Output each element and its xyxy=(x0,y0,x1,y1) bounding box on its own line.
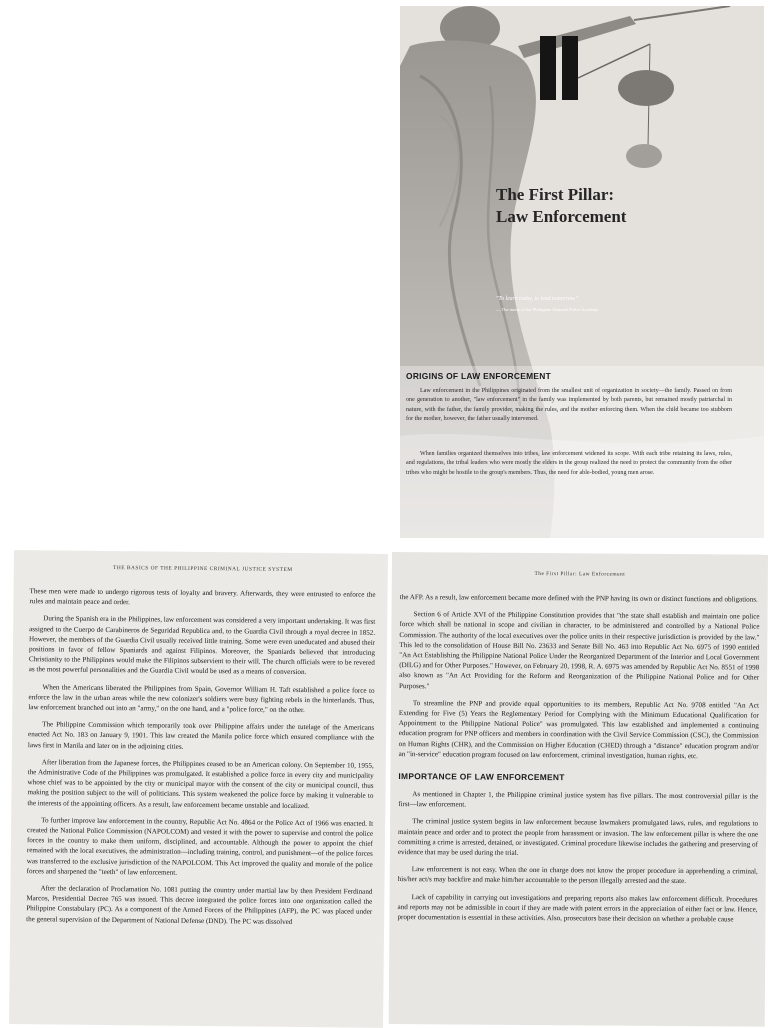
chapter-title xyxy=(496,184,626,228)
page-right-paragraph-1: the AFP. As a result, law enforcement became more defined with the PNP having its own or distinct functions and obligations. xyxy=(399,593,758,604)
epigraph-source: — The motto of the Philippine National Police Academy xyxy=(496,307,599,312)
page-right-column xyxy=(397,570,759,932)
epigraph: "To learn today, to lead tomorrow." xyxy=(496,296,579,302)
book-page-left xyxy=(9,550,388,1028)
page-right-paragraph-5: The criminal justice system begins in law enforcement because lawmakers promulgated laws, rules, and regulations to maintain peace and order and to protect the people from harassment or invasion. The law enforcement pillar is where the one committing a crime is arrested, detained, or investigated. Criminal procedure likewise includes the gathering and preserving of evidence that may be used during the trial. xyxy=(397,817,759,857)
page-left-paragraph-7: After the declaration of Proclamation No. 1081 putting the country under martial law by then President Ferdinand Marcos, Presidential Decree 765 was issued. This decree integrated the police forces into one organization called the Philippine Constabulary (PC). As a component of the Armed Forces of the Philippines (AFP), the PC was placed under the general supervision of the Department of National Defense (DND). The PC was dissolved xyxy=(26,884,373,926)
page-right-paragraph-7: Lack of capability in carrying out investigations and preparing reports also makes law enforcement difficult. Procedures and reports may not be admissible in court if they are made with patent errors in the appreciation of either fact or law. Hence, proper documentation is essential in these activities. Also, prosecutors base their decision on whether a probable cause xyxy=(397,892,758,924)
page-right-paragraph-6: Law enforcement is not easy. When the one in charge does not know the proper procedure in apprehending a criminal, his/her act/s may backfire and make him/her accountable to the person illegally arrested and the state. xyxy=(397,865,758,886)
page-left-paragraph-3: When the Americans liberated the Philippines from Spain, Governor William H. Taft established a police force to enforce the law in the urban areas while the new colonizer's soldiers were busy fighting rebels in the hinterlands. Thus, law enforcement branched out into an "army," on the one hand, and a "police force," on the other. xyxy=(28,682,375,715)
page-right-paragraph-4: As mentioned in Chapter 1, the Philippine criminal justice system has five pillars. The most controversial pillar is the first—law enforcement. xyxy=(398,790,759,809)
page-left-column xyxy=(26,564,376,934)
section-heading-importance: IMPORTANCE OF LAW ENFORCEMENT xyxy=(398,771,565,783)
page-left-paragraph-1: These men were made to undergo rigorous tests of loyalty and bravery. Afterwards, they were entrusted to enforce the rules and maintain peace and order. xyxy=(29,587,376,607)
chapter-opener-page xyxy=(400,6,764,538)
page-left-paragraph-6: To further improve law enforcement in the country, Republic Act No. 4864 or the Police Act of 1966 was enacted. It created the National Police Commission (NAPOLCOM) and vested it with the power to supervise and control the police forces in the country to make them uniform, disciplined, and accountable. Although the power to appoint the chief remained with the local executives, the administration—including training, control, and punishment—of the police forces was transferred to the exclusive jurisdiction of the NAPOLCOM. This Act improved the quality and morale of the police forces and sharpened the "teeth" of law enforcement. xyxy=(26,816,374,877)
running-head-right: The First Pillar: Law Enforcement xyxy=(534,570,626,578)
book-page-right xyxy=(389,552,768,1027)
running-head-left: THE BASICS OF THE PHILIPPINE CRIMINAL JUSTICE SYSTEM xyxy=(113,565,293,573)
chapter-title-line2: Law Enforcement xyxy=(496,207,627,226)
section-heading-origins: ORIGINS OF LAW ENFORCEMENT xyxy=(406,371,552,381)
chapter-number-glyph xyxy=(534,36,580,100)
origins-paragraph-2: When families organized themselves into tribes, law enforcement widened its scope. With each tribe retaining its laws, rules, and regulations, the tribal leaders who were mostly the elders in the group realized the need to protect the community from the other tribes who might be hostile to the group's members. Thus, the need for able-bodied, young men arose. xyxy=(406,451,732,476)
page-right-paragraph-3: To streamline the PNP and provide equal opportunities to its members, Republic Act No. 9708 entitled "An Act Extending for Five (5) Years the Reglementary Period for Complying with the Minimum Educational Qualification for Appointment to the Philippine National Police" was promulgated. This law established and implemented a continuing education program for PNP officers and members in coordination with the Civil Service Commission (CSC), the Commission on Human Rights (CHR), and the Commission on Higher Education (CHED) through a "distance" education program and/or an "in-service" education program focused on law enforcement, criminal investigation, human rights, etc. xyxy=(398,698,759,760)
page-left-paragraph-5: After liberation from the Japanese forces, the Philippines ceased to be an American colony. On September 10, 1955, the Administrative Code of the Philippines was promulgated. It established a police force in every city and municipality whose chief was to be appointed by the city or municipal mayor with the consent of the city or municipal council, thus making the position subject to the will of politicians. This system weakened the police force by making it vulnerable to the interests of the appointing officers. As a result, law enforcement became unstable and localized. xyxy=(27,758,374,810)
origins-paragraph-1: Law enforcement in the Philippines originated from the smallest unit of organization in society—the family. Passed on from one generation to another, "law enforcement" in the family was implemented by both parents, but remained mostly patriarchal in nature, with the father, the family provider, making the rules, and the mother enforcing them. When the child became too stubborn for the mother, however, the father usually intervened. xyxy=(406,388,732,423)
page-right-paragraph-2: Section 6 of Article XVI of the Philippine Constitution provides that "the state shall establish and maintain one police force which shall be national in scope and civilian in character, to be administered and controlled by a National Police Commission. The authority of the local executives over the police units in their respective jurisdiction is provided by the law." This led to the consolidation of House Bill No. 23633 and Senate Bill No. 463 into Republic Act No. 6975 of 1990 entitled "An Act Establishing the Philippine National Police Under the Reorganized Department of the Interior and Local Government (DILG) and for Other Purposes." However, on February 20, 1998, R. A. 6975 was amended by Republic Act No. 8551 of 1998 also known as "An Act Providing for the Reform and Reorganization of the Philippine National Police and for Other Purposes." xyxy=(399,610,760,690)
chapter-title-line1: The First Pillar: xyxy=(496,185,615,204)
page-left-paragraph-4: The Philippine Commission which temporarily took over Philippine affairs under the tutelage of the Americans enacted Act No. 183 on January 9, 1901. This law created the Manila police force which ensured compliance with the laws first in Manila and later on in the adjoining cities. xyxy=(27,720,375,751)
page-left-paragraph-2: During the Spanish era in the Philippines, law enforcement was considered a very important undertaking. It was first assigned to the Cuerpo de Carabineros de Seguridad Republica and, to the Guardia Civil through a royal decree in 1852. However, the members of the Guardia Civil usually received little training. Some were even uneducated and abused their positions in favor of fellow Spaniards and against Filipinos. Moreover, the Spaniards believed that introducing Christianity to the Philippines would make the Filipinos subservient to their will. The church officials were to be revered as the most powerful personalities and the Guardia Civil would be used as a means of conversion. xyxy=(28,614,376,677)
